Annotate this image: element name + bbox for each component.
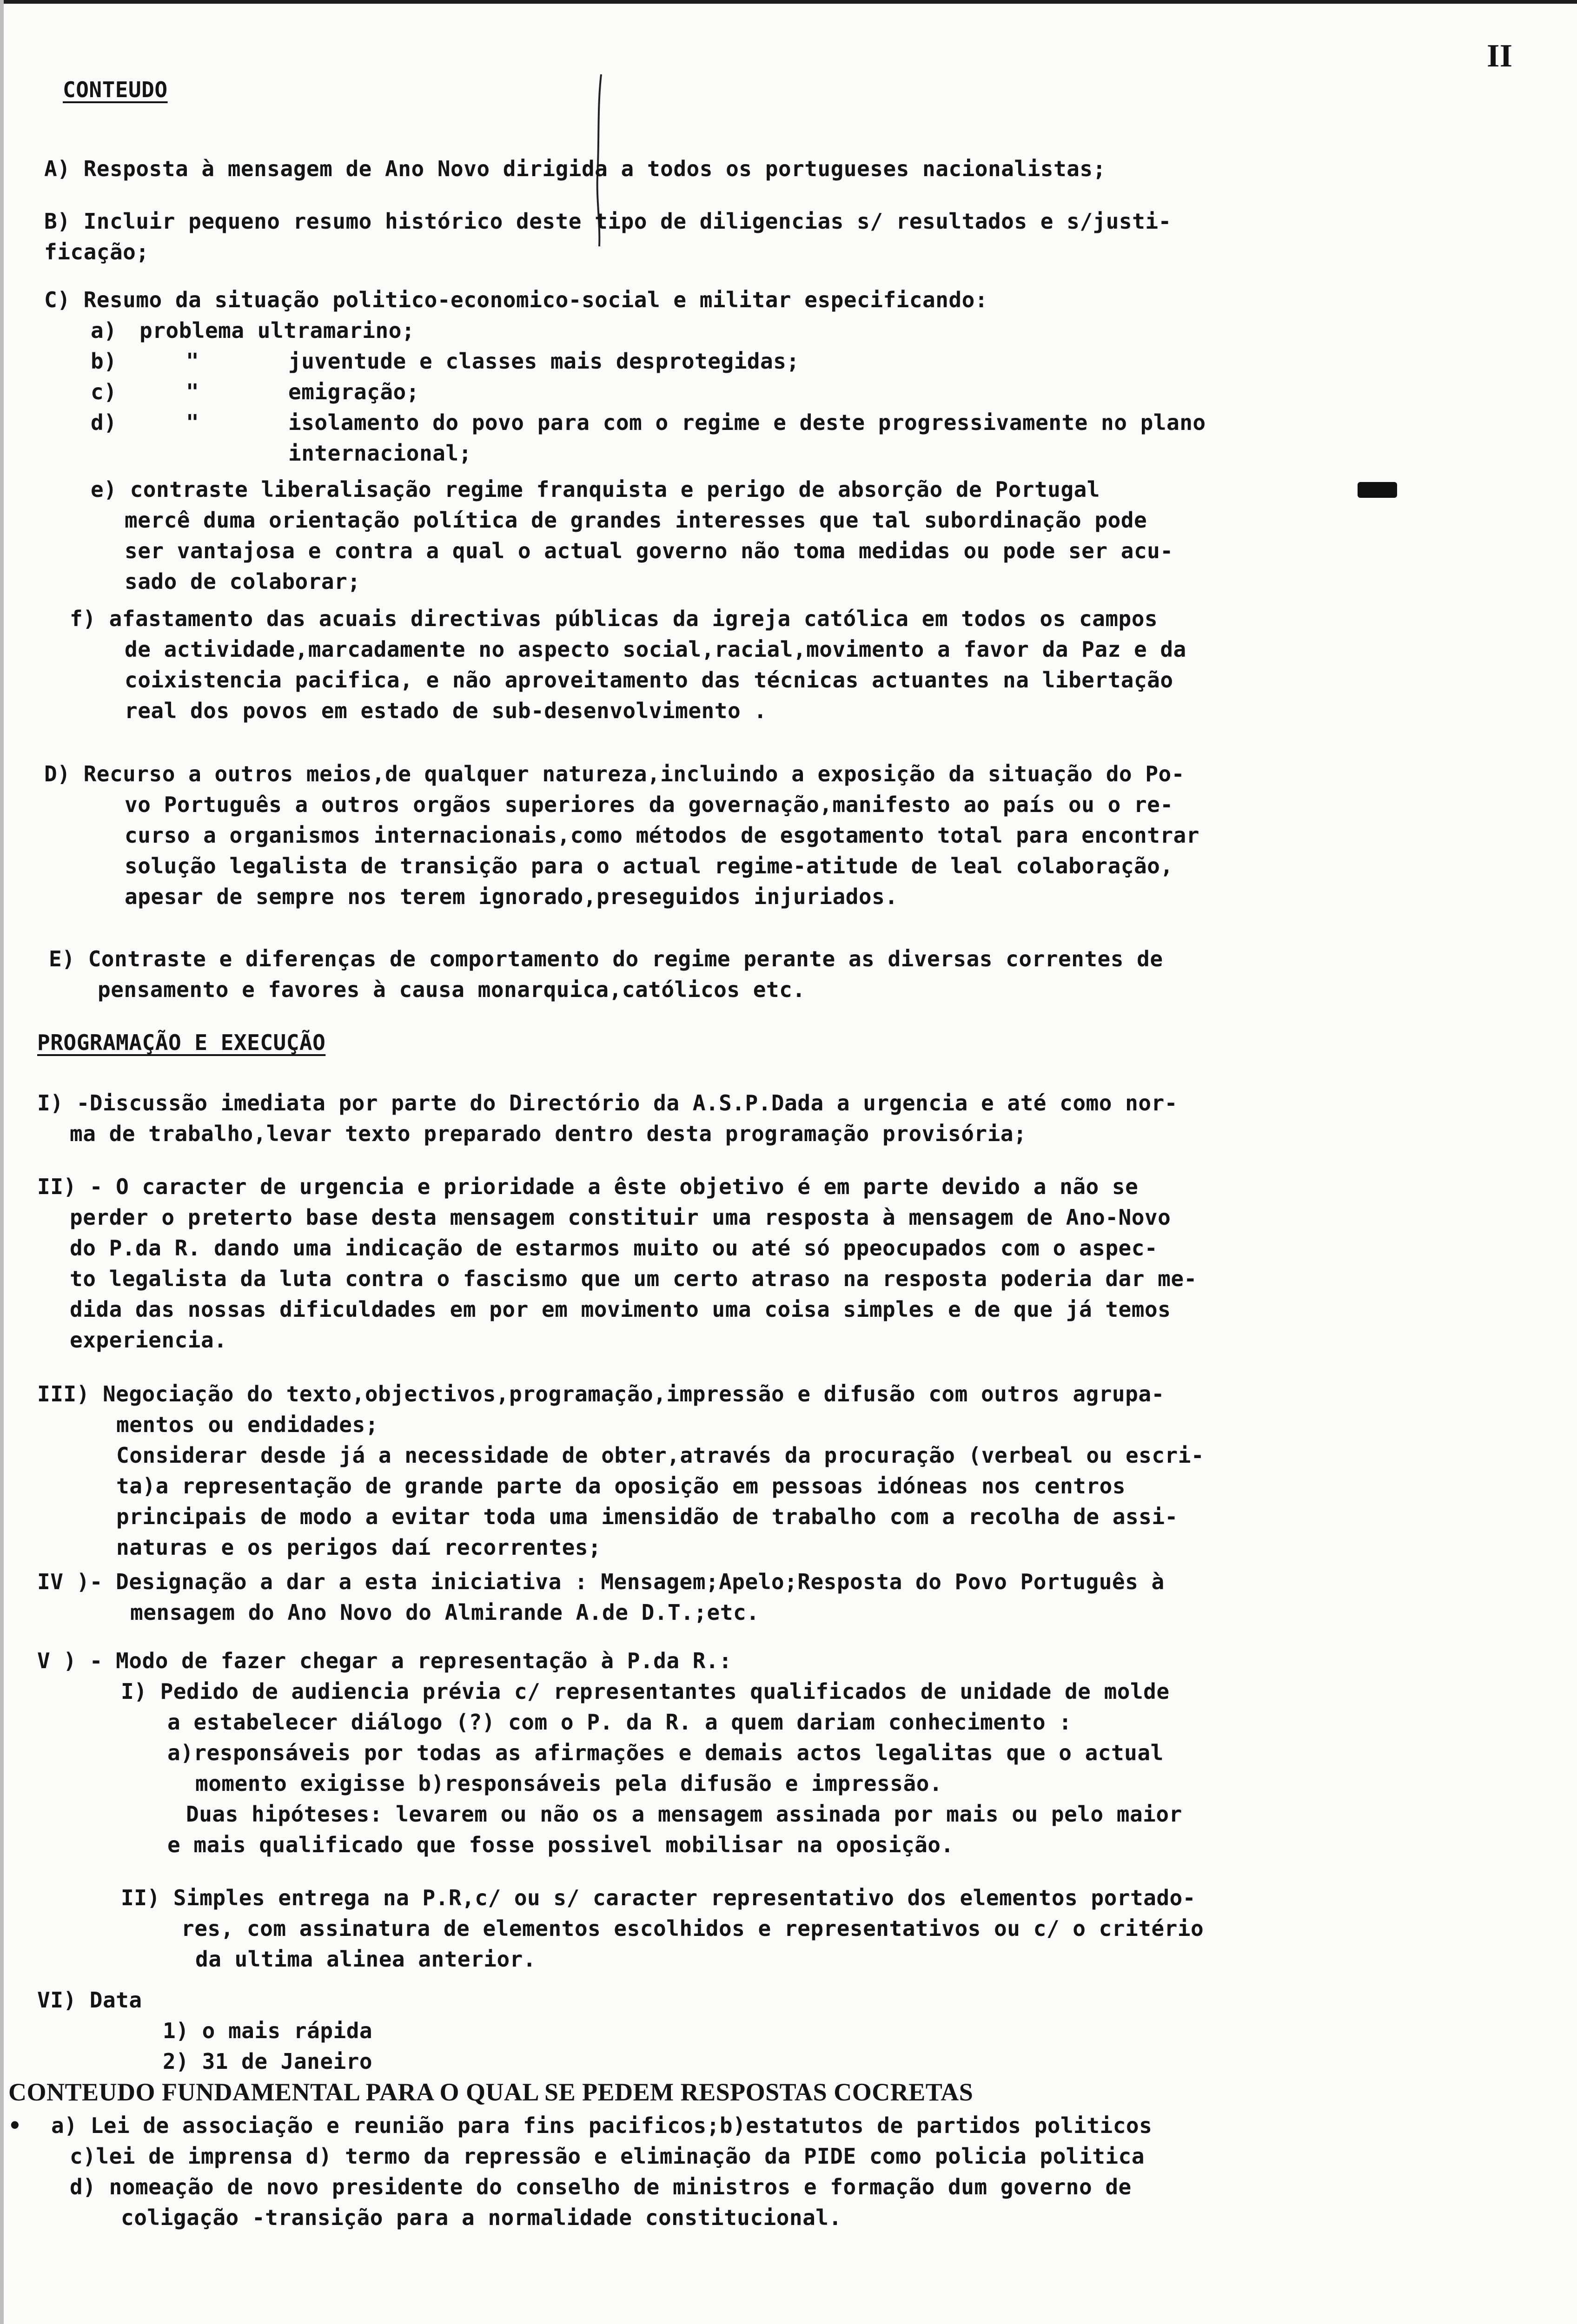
section-c-item-d-label: d) <box>91 410 117 435</box>
prog-iv-line-2: mensagem do Ano Novo do Almirande A.de D.T.;etc. <box>130 1600 760 1625</box>
prog-iii-line-5: principais de modo a evitar toda uma imensidão de trabalho com a recolha de assi- <box>116 1504 1178 1529</box>
prog-v-1-line-5: Duas hipóteses: levarem ou não os a mensagem assinada por mais ou pelo maior <box>186 1802 1182 1827</box>
section-c-f-line-1: f) afastamento das acuais directivas públicas da igreja católica em todos os campos <box>70 606 1158 631</box>
fundamental-line-4: coligação -transição para a normalidade constitucional. <box>121 2205 842 2230</box>
prog-vi-title: VI) Data <box>37 1987 142 2013</box>
section-c-item-a-label: a) <box>91 318 117 343</box>
section-c-item-d-text: isolamento do povo para com o regime e deste progressivamente no plano <box>288 410 1206 435</box>
section-c-item-b-ditto: " <box>186 349 199 374</box>
programacao-heading: PROGRAMAÇÃO E EXECUÇÃO <box>37 1030 326 1055</box>
section-b-line-1: B) Incluir pequeno resumo histórico deste tipo de diligencias s/ resultados e s/justi- <box>44 209 1172 234</box>
section-c-item-c-label: c) <box>91 379 117 404</box>
prog-iii-line-1: III) Negociação do texto,objectivos,programação,impressão e difusão com outros agrupa- <box>37 1381 1165 1406</box>
section-c-e-line-3: ser vantajosa e contra a qual o actual governo não toma medidas ou pode ser acu- <box>125 538 1173 563</box>
prog-v-1-line-6: e mais qualificado que fosse possivel mobilisar na oposição. <box>167 1832 954 1857</box>
prog-vi-item-2: 2) 31 de Janeiro <box>163 2049 373 2074</box>
page-number: II <box>1487 38 1513 74</box>
prog-ii-line-2: perder o preterto base desta mensagem constituir uma resposta à mensagem de Ano-Novo <box>70 1205 1171 1230</box>
prog-ii-line-1: II) - O caracter de urgencia e prioridade a êste objetivo é em parte devido a não se <box>37 1174 1139 1199</box>
page-left-edge <box>0 0 4 2324</box>
prog-v-1-line-3: a)responsáveis por todas as afirmações e demais actos legalitas que o actual <box>167 1740 1164 1765</box>
prog-iv-line-1: IV )- Designação a dar a esta iniciativa : Mensagem;Apelo;Resposta do Povo Português à <box>37 1569 1165 1594</box>
section-c-item-d-cont: internacional; <box>288 441 472 466</box>
fundamental-line-3: d) nomeação de novo presidente do conselho de ministros e formação dum governo de <box>70 2174 1132 2199</box>
prog-iii-line-4: ta)a representação de grande parte da oposição em pessoas idóneas nos centros <box>116 1473 1126 1499</box>
section-c-f-line-3: coixistencia pacifica, e não aproveitamento das técnicas actuantes na libertação <box>125 667 1173 693</box>
section-c-item-c-ditto: " <box>186 379 199 404</box>
prog-iii-line-3: Considerar desde já a necessidade de obter,através da procuração (verbeal ou escri- <box>116 1443 1205 1468</box>
section-c-e-line-4: sado de colaborar; <box>125 569 361 594</box>
header-conteudo: CONTEUDO <box>63 77 168 102</box>
prog-ii-line-3: do P.da R. dando uma indicação de estarmos muito ou até só ppeocupados com o aspec- <box>70 1235 1158 1261</box>
prog-v-1-line-4: momento exigisse b)responsáveis pela difusão e impressão. <box>195 1771 943 1796</box>
fundamental-line-1: a) Lei de associação e reunião para fins pacificos;b)estatutos de partidos politicos <box>51 2113 1153 2138</box>
section-d-line-2: vo Português a outros orgãos superiores da governação,manifesto ao país ou o re- <box>125 792 1173 817</box>
fundamental-line-2: c)lei de imprensa d) termo da repressão e eliminação da PIDE como policia politica <box>70 2144 1145 2169</box>
section-a: A) Resposta à mensagem de Ano Novo dirigida a todos os portugueses nacionalistas; <box>44 156 1106 181</box>
section-c-item-c-text: emigração; <box>288 379 419 404</box>
fundamental-heading: CONTEUDO FUNDAMENTAL PARA O QUAL SE PEDEM RESPOSTAS COCRETAS <box>8 2078 974 2106</box>
section-d-line-3: curso a organismos internacionais,como métodos de esgotamento total para encontrar <box>125 823 1199 848</box>
section-d-line-5: apesar de sempre nos terem ignorado,preseguidos injuriados. <box>125 884 898 909</box>
section-c-f-line-2: de actividade,marcadamente no aspecto social,racial,movimento a favor da Paz e da <box>125 637 1186 662</box>
section-c-e-line-1: e) contraste liberalisação regime franquista e perigo de absorção de Portugal <box>91 477 1100 502</box>
prog-v-2-line-2: res, com assinatura de elementos escolhidos e representativos ou c/ o critério <box>181 1916 1204 1941</box>
prog-i-line-1: I) -Discussão imediata por parte do Directório da A.S.P.Dada a urgencia e até como nor- <box>37 1090 1178 1116</box>
prog-ii-line-5: dida das nossas dificuldades em por em movimento uma coisa simples e de que já temos <box>70 1297 1171 1322</box>
prog-v-title: V ) - Modo de fazer chegar a representação à P.da R.: <box>37 1648 732 1673</box>
section-c-item-a-text: problema ultramarino; <box>139 318 415 343</box>
page-top-edge <box>0 0 1577 4</box>
prog-vi-item-1: 1) o mais rápida <box>163 2018 373 2043</box>
section-b-line-2: ficação; <box>44 239 149 264</box>
prog-v-2-line-3: da ultima alinea anterior. <box>195 1947 537 1972</box>
section-d-line-1: D) Recurso a outros meios,de qualquer natureza,incluindo a exposição da situação do Po- <box>44 761 1185 786</box>
prog-iii-line-2: mentos ou endidades; <box>116 1412 378 1437</box>
section-c-item-d-ditto: " <box>186 410 199 435</box>
prog-ii-line-6: experiencia. <box>70 1327 227 1353</box>
section-c-item-b-label: b) <box>91 349 117 374</box>
prog-iii-line-6: naturas e os perigos daí recorrentes; <box>116 1535 602 1560</box>
section-e-line-2: pensamento e favores à causa monarquica,católicos etc. <box>98 977 806 1002</box>
section-c-f-line-4: real dos povos em estado de sub-desenvolvimento . <box>125 698 767 723</box>
section-d-line-4: solução legalista de transição para o actual regime-atitude de leal colaboração, <box>125 853 1173 878</box>
prog-v-1-line-1: I) Pedido de audiencia prévia c/ representantes qualificados de unidade de molde <box>121 1679 1170 1704</box>
prog-ii-line-4: to legalista da luta contra o fascismo que um certo atraso na resposta poderia dar me- <box>70 1266 1197 1291</box>
section-e-line-1: E) Contraste e diferenças de comportamento do regime perante as diversas correntes de <box>49 946 1163 971</box>
bullet-mark: • <box>8 2113 22 2138</box>
section-c-e-line-2: mercê duma orientação política de grandes interesses que tal subordinação pode <box>125 508 1147 533</box>
prog-v-2-line-1: II) Simples entrega na P.R,c/ ou s/ caracter representativo dos elementos portado- <box>121 1885 1196 1910</box>
ink-blot-mark <box>1358 482 1397 498</box>
prog-v-1-line-2: a estabelecer diálogo (?) com o P. da R. a quem dariam conhecimento : <box>167 1710 1072 1735</box>
section-c-title: C) Resumo da situação politico-economico-social e militar especificando: <box>44 287 988 312</box>
prog-i-line-2: ma de trabalho,levar texto preparado dentro desta programação provisória; <box>70 1121 1027 1146</box>
section-c-item-b-text: juventude e classes mais desprotegidas; <box>288 349 800 374</box>
